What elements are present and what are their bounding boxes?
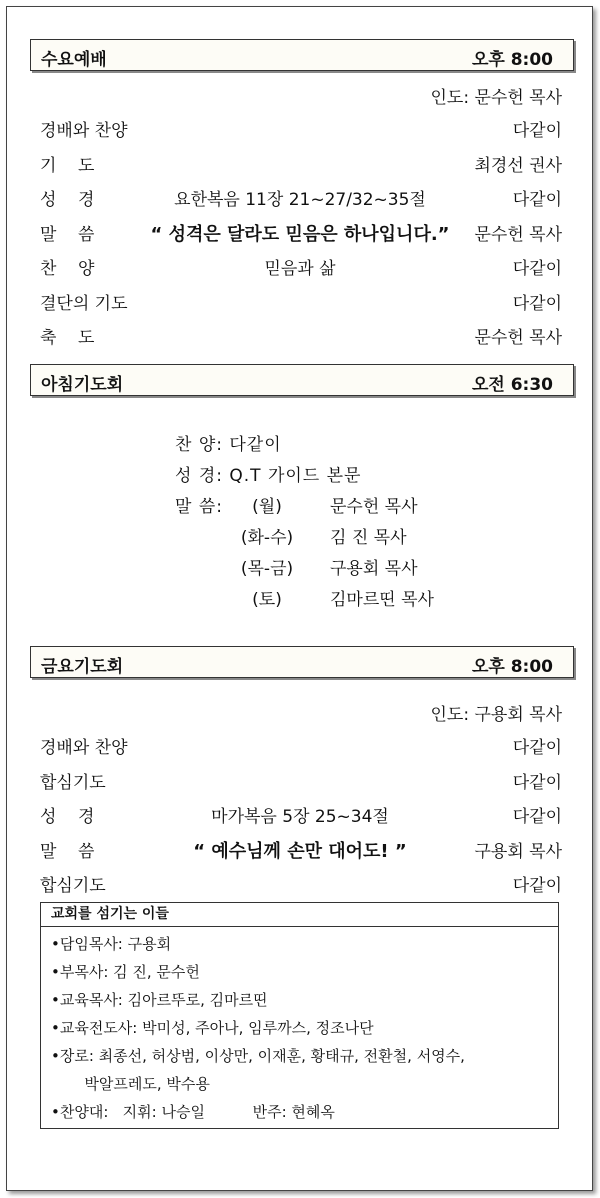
servant-line: •교육전도사: 박미성, 주아나, 임루까스, 정조나단	[51, 1019, 374, 1037]
order-responsible: 최경선 권사	[474, 155, 562, 176]
order-detail: 믿음과 삶	[264, 259, 336, 279]
friday-time: 오후 8:00	[471, 657, 553, 677]
servants-title: 교회를 섬기는 이들	[41, 903, 558, 927]
morning-hymn: 찬 양: 다같이	[175, 435, 282, 455]
wednesday-title: 수요예배	[41, 50, 107, 70]
servant-line: •담임목사: 구용회	[51, 935, 172, 953]
wednesday-header	[30, 39, 574, 71]
order-label: 결단의 기도	[40, 293, 128, 314]
order-responsible: 구용회 목사	[474, 841, 562, 862]
friday-header	[30, 646, 574, 678]
schedule-day: (목-금)	[240, 559, 294, 579]
schedule-day: (월)	[252, 497, 282, 517]
order-label: 경배와 찬양	[40, 738, 128, 758]
wednesday-time: 오후 8:00	[471, 50, 553, 70]
order-responsible: 문수헌 목사	[474, 328, 562, 348]
schedule-preacher: 문수헌 목사	[330, 497, 418, 517]
morning-time: 오전 6:30	[471, 375, 553, 395]
order-responsible: 다같이	[512, 121, 562, 141]
servant-line: •교육목사: 김아르뚜로, 김마르띤	[51, 991, 268, 1009]
order-label: 합심기도	[40, 772, 106, 793]
servant-line: •장로: 최종선, 허상범, 이상만, 이재훈, 황태규, 전환철, 서영수,	[51, 1047, 465, 1065]
order-label: 경배와 찬양	[40, 121, 128, 141]
servant-line: •부목사: 김 진, 문수헌	[51, 963, 200, 981]
morning-header	[30, 364, 574, 396]
order-label: 찬 양	[40, 259, 95, 279]
order-label: 말 씀	[40, 224, 95, 245]
order-responsible: 다같이	[512, 259, 562, 279]
sermon-title: “ 성격은 달라도 믿음은 하나입니다.”	[150, 223, 450, 245]
order-responsible: 다같이	[512, 190, 562, 210]
morning-title: 아침기도회	[41, 375, 124, 395]
morning-sermon-label: 말 씀:	[175, 497, 223, 517]
order-detail: 마가복음 5장 25~34절	[211, 807, 389, 827]
schedule-preacher: 김마르띤 목사	[330, 590, 434, 610]
order-responsible: 다같이	[512, 807, 562, 827]
friday-title: 금요기도회	[41, 657, 124, 677]
order-label: 성 경	[40, 190, 95, 210]
order-label: 기 도	[40, 155, 95, 176]
order-label: 말 씀	[40, 841, 95, 862]
order-responsible: 다같이	[512, 876, 562, 896]
order-responsible: 문수헌 목사	[474, 224, 562, 245]
order-responsible: 다같이	[512, 738, 562, 758]
order-detail: 요한복음 11장 21~27/32~35절	[174, 190, 426, 210]
wednesday-leader: 인도: 문수헌 목사	[430, 88, 562, 108]
morning-scripture: 성 경: Q.T 가이드 본문	[175, 466, 362, 486]
order-label: 합심기도	[40, 876, 106, 896]
order-responsible: 다같이	[512, 293, 562, 314]
order-label: 축 도	[40, 328, 95, 348]
schedule-day: (토)	[252, 590, 282, 610]
schedule-preacher: 구용회 목사	[330, 559, 418, 579]
sermon-title: “ 예수님께 손만 대어도! ”	[193, 840, 407, 862]
servant-line: 박알프레도, 박수용	[51, 1075, 210, 1093]
schedule-preacher: 김 진 목사	[330, 528, 407, 548]
order-responsible: 다같이	[512, 772, 562, 793]
friday-leader: 인도: 구용회 목사	[430, 705, 562, 725]
servants-box	[40, 902, 559, 1129]
servant-line: •찬양대: 지휘: 나승일 반주: 현혜옥	[51, 1103, 335, 1121]
order-label: 성 경	[40, 807, 95, 827]
schedule-day: (화-수)	[240, 528, 294, 548]
